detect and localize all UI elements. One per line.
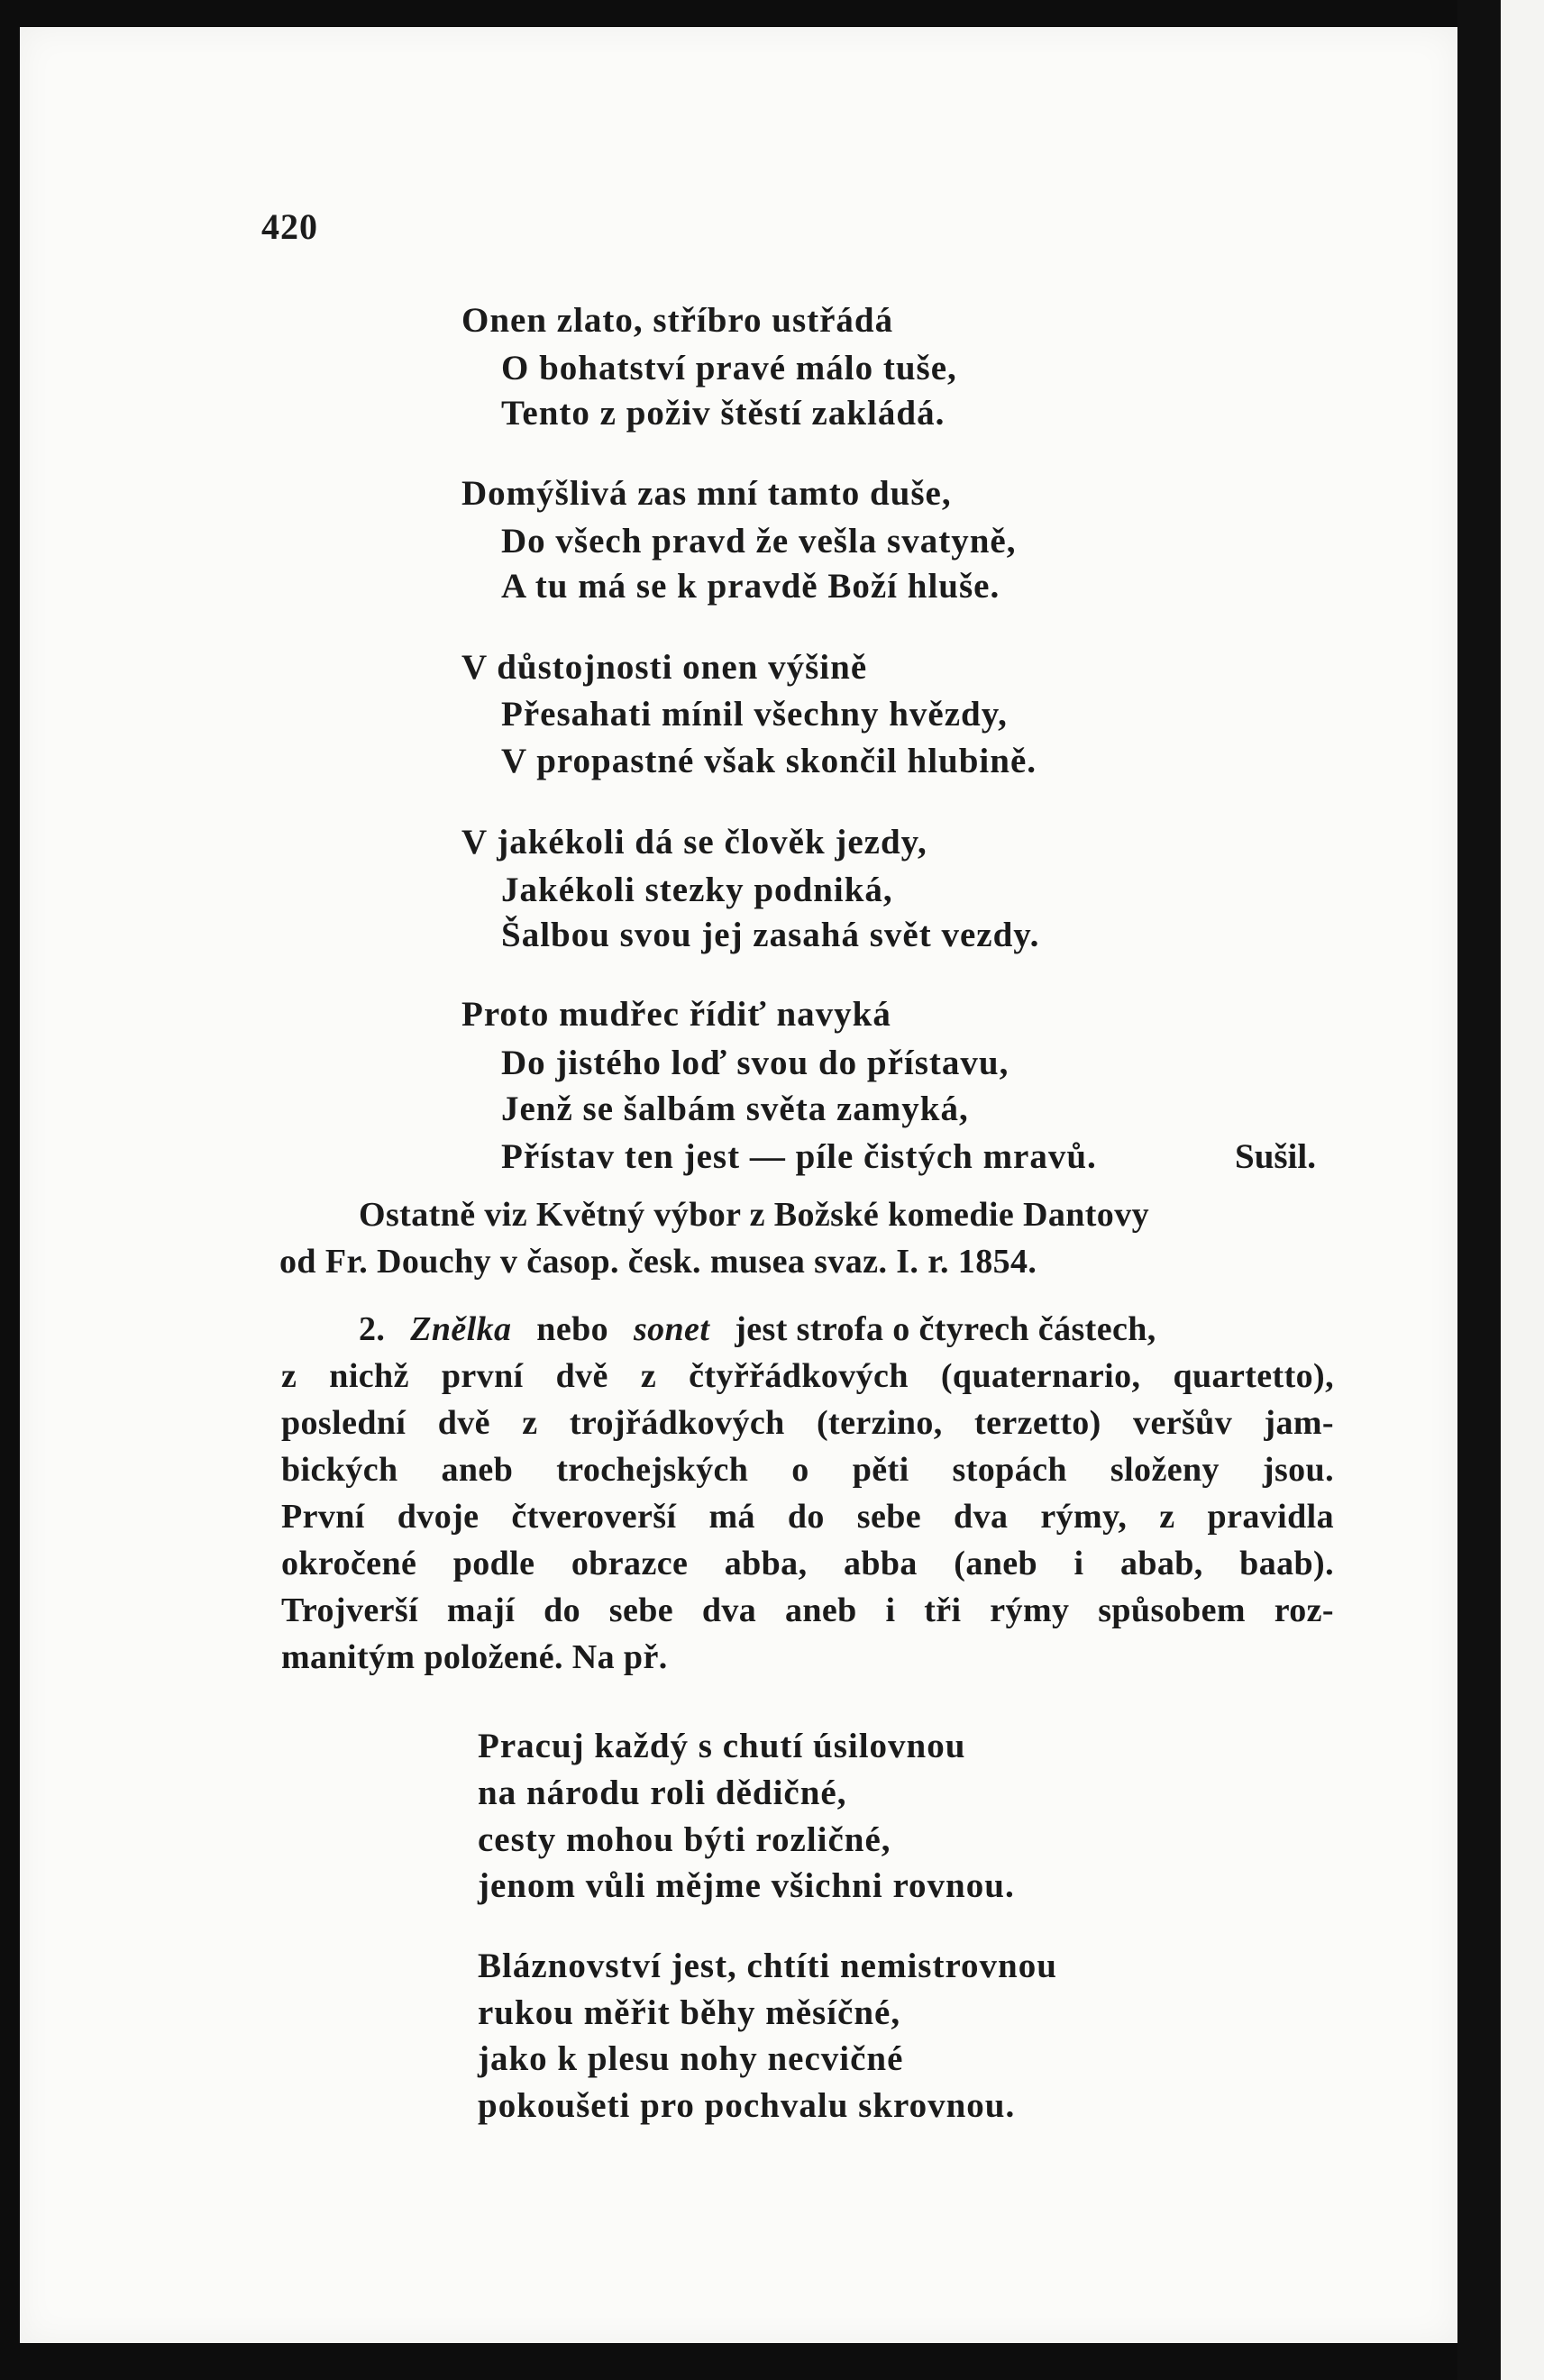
poem-one-line: Přístav ten jest — píle čistých mravů. bbox=[501, 1137, 1097, 1176]
sonnet-line: Trojverší mají do sebe dva aneb i tři rýmy spůsobem roz- bbox=[281, 1591, 1334, 1629]
sonnet-line: První dvoje čtveroverší má do sebe dva rýmy, z pravidla bbox=[281, 1498, 1334, 1536]
poem-two-line: pokoušeti pro pochvalu skrovnou. bbox=[478, 2086, 1016, 2125]
dark-page-gap bbox=[1457, 0, 1501, 2380]
poem-one-line: Proto mudřec řídiť navyká bbox=[461, 995, 891, 1034]
poem-two-line: jenom vůli mějme všichni rovnou. bbox=[478, 1866, 1015, 1905]
sonnet-line: bických aneb trochejských o pěti stopách složeny jsou. bbox=[281, 1451, 1334, 1489]
poem-two-line: Pracuj každý s chutí úsilovnou bbox=[478, 1727, 966, 1765]
sonnet-line: z nichž první dvě z čtyřřádkových (quaternario, quartetto), bbox=[281, 1357, 1334, 1395]
sonnet-line: okročené podle obrazce abba, abba (aneb i abab, baab). bbox=[281, 1545, 1334, 1582]
poem-two-line: Bláznovství jest, chtíti nemistrovnou bbox=[478, 1947, 1057, 1985]
sonnet-first-line bbox=[359, 1307, 1156, 1352]
poem-one-line: V propastné však skončil hlubině. bbox=[501, 742, 1037, 780]
reference-line: od Fr. Douchy v časop. česk. musea svaz. I. r. 1854. bbox=[279, 1243, 1037, 1281]
poem-one-line: O bohatství pravé málo tuše, bbox=[501, 349, 957, 388]
adjacent-page-edge bbox=[1501, 0, 1544, 2380]
term-sonet: sonet bbox=[633, 1310, 710, 1348]
poem-one-line: Do všech pravd že vešla svatyně, bbox=[501, 522, 1017, 561]
author-signature: Sušil. bbox=[1235, 1137, 1316, 1176]
term-znelka: Znělka bbox=[410, 1310, 512, 1348]
sonnet-last-line: manitým položené. Na př. bbox=[281, 1638, 668, 1676]
first-line-rest: jest strofa o čtyrech částech, bbox=[735, 1310, 1156, 1348]
poem-one-line: V jakékoli dá se člověk jezdy, bbox=[461, 823, 927, 862]
poem-one-line: Tento z poživ štěstí zakládá. bbox=[501, 394, 946, 433]
poem-one-line: Domýšlivá zas mní tamto duše, bbox=[461, 474, 952, 513]
poem-one-line: Onen zlato, stříbro ustřádá bbox=[461, 301, 894, 340]
poem-one-line: A tu má se k pravdě Boží hluše. bbox=[501, 567, 1000, 606]
poem-two-line: rukou měřit běhy měsíčné, bbox=[478, 1993, 901, 2032]
page-number: 420 bbox=[261, 206, 318, 247]
reference-line: Ostatně viz Květný výbor z Božské komedie Dantovy bbox=[359, 1196, 1150, 1234]
poem-one-line: Do jistého loď svou do přístavu, bbox=[501, 1044, 1010, 1082]
paragraph-number: 2. bbox=[359, 1310, 386, 1348]
poem-one-line: Šalbou svou jej zasahá svět vezdy. bbox=[501, 916, 1040, 954]
poem-one-line: Přesahati mínil všechny hvězdy, bbox=[501, 695, 1008, 734]
term-connector: nebo bbox=[536, 1310, 609, 1348]
poem-one-line: Jakékoli stezky podniká, bbox=[501, 871, 893, 909]
poem-two-line: jako k plesu nohy necvičné bbox=[478, 2039, 904, 2078]
poem-two-line: na národu roli dědičné, bbox=[478, 1774, 847, 1812]
poem-one-line: V důstojnosti onen výšině bbox=[461, 648, 868, 687]
sonnet-line: poslední dvě z trojřádkových (terzino, terzetto) veršův jam- bbox=[281, 1404, 1334, 1442]
poem-two-line: cesty mohou býti rozličné, bbox=[478, 1820, 891, 1859]
poem-one-line: Jenž se šalbám světa zamyká, bbox=[501, 1090, 969, 1128]
